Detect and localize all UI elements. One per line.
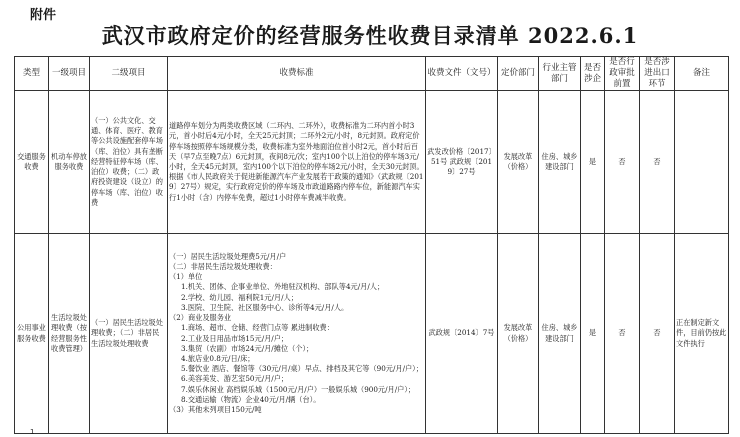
standard-line: 3.医院、卫生院、社区服务中心、诊所等4元/月/人。 — [181, 302, 349, 312]
cell-price-dept: 发展改革（价格） — [498, 234, 539, 434]
header-level2: 二级项目 — [90, 57, 168, 91]
table-header-row — [15, 57, 729, 91]
standard-line: 1.商场、超市、仓储、经营门点等 累进制收费： — [181, 323, 334, 333]
cell-doc: 武发改价格〔2017〕51号 武政规〔2019〕27号 — [426, 91, 498, 234]
standard-line: （3）其他未列项目150元/吨 — [169, 404, 262, 414]
cell-type: 公用事业服务收费 — [15, 234, 49, 434]
standard-line: 8.交通运输（物流）企业40元/月/辆（台）。 — [181, 394, 321, 404]
cell-involves-enterprise: 是 — [581, 234, 605, 434]
standard-line: （一）居民生活垃圾处理费5元/月/户 — [169, 251, 287, 261]
cell-level2: （一）居民生活垃圾处理收费；（二）非居民生活垃圾处理收费 — [90, 234, 168, 434]
cell-level1: 机动车停放服务收费 — [49, 91, 90, 234]
header-industry-dept: 行业主管部门 — [539, 57, 581, 91]
header-type: 类型 — [15, 57, 49, 91]
cell-level2: （一）公共文化、交通、体育、医疗、教育等公共设施配套停车场（库、泊位）具有垄断经营特征停车场（库、泊位）收费；（二）政府投资建设（设立）的停车场（库、泊位）收费 — [90, 91, 168, 234]
standard-line: 1.机关、团体、企事业单位、外地驻汉机构、部队等4元/月/人； — [181, 282, 385, 292]
standard-line: 7.娱乐休闲业 高档娱乐城（1500元/月/户）一般娱乐城（900元/月/户）； — [181, 384, 416, 394]
table-row — [15, 91, 729, 234]
table-row — [15, 234, 729, 434]
standard-line: （2）商业及服务业 — [169, 313, 232, 323]
header-price-dept: 定价部门 — [498, 57, 539, 91]
cell-import-export: 否 — [640, 234, 675, 434]
standard-line: 5.餐饮业 酒店、餐馆等（30元/月/桌）早点、排档及其它等（90元/月/户）； — [181, 364, 423, 374]
header-standard: 收费标准 — [168, 57, 426, 91]
attachment-label: 附件 — [30, 8, 57, 23]
cell-doc: 武政规〔2014〕7号 — [426, 234, 498, 434]
cell-industry-dept: 住房、城乡建设部门 — [539, 234, 581, 434]
standard-line: （二）非居民生活垃圾处理收费： — [169, 262, 277, 272]
standard-lines — [169, 252, 424, 415]
header-remark: 备注 — [675, 57, 729, 91]
standard-line: 3.集贸（农副）市场24元/月/摊位（个）； — [181, 343, 314, 353]
cell-level1: 生活垃圾处理收费（按经营服务性收费管理） — [49, 234, 90, 434]
cell-standard: 道路停车划分为两类收费区域（二环内、二环外），收费标准为二环内首小时3元，首小时后4元/小时，全天25元封顶；二环外2元/小时，8元封顶。政府定价停车场按照停车场规模分类，收费标准为室外地面泊位首小时2元，首小时后百天（早7点至晚7点）6元封顶，夜间8元/次；室内100个以上泊位的停车场3元/小时，全天45元封顶，室内100个以下泊位的停车场2元/小时，全天30元封顶。根据《市人民政府关于促进新能源汽车产业发展若干政策的通知》（武政规〔2019〕27号）规定，实行政府定价的停车场及市政道路路内停车位，新能源汽车实行1小时（含）内停车免费，超过1小时停车费减半收费。 — [168, 91, 426, 234]
standard-line: 6.美容美发、游艺室50元/月/户； — [181, 374, 289, 384]
cell-remark — [675, 91, 729, 234]
standard-line: 2.工业及日用品市场15元/月/户； — [181, 333, 289, 343]
cell-standard — [168, 234, 426, 434]
document-title: 武汉市政府定价的经营服务性收费目录清单 2022.6.1 — [101, 23, 639, 48]
cell-price-dept: 发展改革（价格） — [498, 91, 539, 234]
header-level1: 一级项目 — [49, 57, 90, 91]
cell-admin-approval: 否 — [605, 234, 640, 434]
cell-import-export: 否 — [640, 91, 675, 234]
cell-admin-approval: 否 — [605, 91, 640, 234]
standard-line: 4.旅店业0.8元/日/床； — [181, 353, 255, 363]
header-admin-approval: 是否行政审批前置 — [605, 57, 640, 91]
header-import-export: 是否涉进出口环节 — [640, 57, 675, 91]
cell-industry-dept: 住房、城乡建设部门 — [539, 91, 581, 234]
header-doc: 收费文件（文号） — [426, 57, 498, 91]
standard-line: 2.学校、幼儿园、福利院1元/月/人； — [181, 292, 298, 302]
page-mark: 1 — [30, 428, 35, 436]
cell-involves-enterprise: 是 — [581, 91, 605, 234]
header-involves-enterprise: 是否涉企 — [581, 57, 605, 91]
fee-catalog-table — [14, 56, 729, 434]
cell-remark: 正在制定新文件，目前仍按此文件执行 — [675, 234, 729, 434]
cell-type: 交通服务收费 — [15, 91, 49, 234]
standard-line: （1）单位 — [169, 272, 203, 282]
